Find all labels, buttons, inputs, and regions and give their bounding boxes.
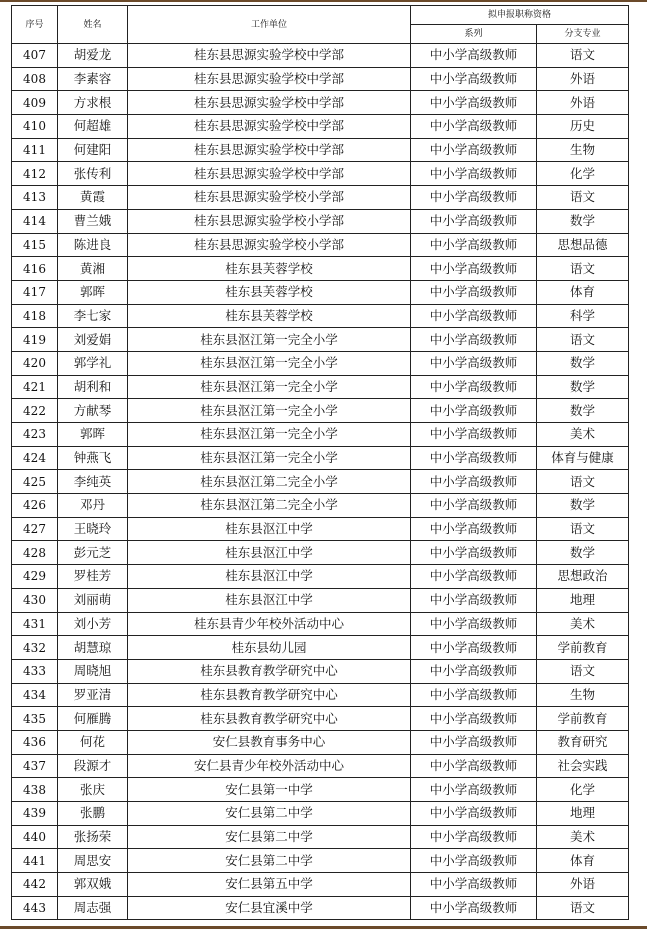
cell-seq: 408 [12,67,58,91]
cell-seq: 413 [12,186,58,210]
cell-series: 中小学高级教师 [411,351,537,375]
cell-specialty: 数学 [537,494,629,518]
cell-series: 中小学高级教师 [411,588,537,612]
cell-specialty: 语文 [537,257,629,281]
cell-name: 张庆 [58,778,128,802]
table-row [12,896,629,920]
cell-seq: 428 [12,541,58,565]
cell-specialty: 教育研究 [537,730,629,754]
cell-specialty: 学前教育 [537,636,629,660]
cell-series: 中小学高级教师 [411,825,537,849]
cell-specialty: 语文 [537,44,629,68]
cell-name: 何雁腾 [58,707,128,731]
cell-series: 中小学高级教师 [411,399,537,423]
cell-series: 中小学高级教师 [411,541,537,565]
cell-specialty: 科学 [537,304,629,328]
cell-series: 中小学高级教师 [411,849,537,873]
cell-unit: 桂东县沤江第二完全小学 [128,494,411,518]
cell-seq: 423 [12,423,58,447]
cell-unit: 桂东县芙蓉学校 [128,257,411,281]
cell-unit: 桂东县思源实验学校小学部 [128,233,411,257]
cell-specialty: 外语 [537,873,629,897]
table-row [12,138,629,162]
table-row [12,541,629,565]
cell-unit: 桂东县思源实验学校中学部 [128,91,411,115]
cell-series: 中小学高级教师 [411,91,537,115]
table-row [12,446,629,470]
table-row [12,707,629,731]
cell-unit: 桂东县沤江第二完全小学 [128,470,411,494]
cell-name: 李七家 [58,304,128,328]
cell-name: 李素容 [58,67,128,91]
cell-seq: 426 [12,494,58,518]
table-row [12,730,629,754]
cell-specialty: 外语 [537,67,629,91]
cell-name: 钟燕飞 [58,446,128,470]
cell-specialty: 数学 [537,351,629,375]
cell-unit: 桂东县思源实验学校中学部 [128,138,411,162]
cell-specialty: 体育与健康 [537,446,629,470]
table-row [12,67,629,91]
table-row [12,588,629,612]
table-row [12,375,629,399]
cell-series: 中小学高级教师 [411,802,537,826]
table-row [12,517,629,541]
cell-specialty: 语文 [537,470,629,494]
cell-specialty: 数学 [537,209,629,233]
cell-name: 胡利和 [58,375,128,399]
cell-seq: 412 [12,162,58,186]
cell-specialty: 语文 [537,517,629,541]
cell-name: 何建阳 [58,138,128,162]
cell-series: 中小学高级教师 [411,328,537,352]
cell-name: 李纯英 [58,470,128,494]
cell-seq: 429 [12,565,58,589]
cell-series: 中小学高级教师 [411,659,537,683]
cell-specialty: 数学 [537,375,629,399]
cell-unit: 桂东县思源实验学校中学部 [128,162,411,186]
cell-unit: 桂东县沤江第一完全小学 [128,423,411,447]
cell-specialty: 社会实践 [537,754,629,778]
table-row [12,304,629,328]
cell-name: 周晓旭 [58,659,128,683]
cell-specialty: 数学 [537,541,629,565]
cell-specialty: 历史 [537,115,629,139]
cell-name: 刘丽萌 [58,588,128,612]
table-row [12,257,629,281]
cell-seq: 430 [12,588,58,612]
header-qualification: 拟申报职称资格 [411,6,629,25]
cell-series: 中小学高级教师 [411,612,537,636]
cell-seq: 410 [12,115,58,139]
cell-name: 胡慧琼 [58,636,128,660]
cell-specialty: 生物 [537,683,629,707]
cell-unit: 桂东县思源实验学校中学部 [128,67,411,91]
cell-series: 中小学高级教师 [411,233,537,257]
cell-specialty: 数学 [537,399,629,423]
cell-unit: 桂东县幼儿园 [128,636,411,660]
cell-name: 何超雄 [58,115,128,139]
cell-specialty: 语文 [537,186,629,210]
table-row [12,280,629,304]
table-row [12,186,629,210]
cell-specialty: 学前教育 [537,707,629,731]
cell-unit: 桂东县教育教学研究中心 [128,659,411,683]
cell-seq: 419 [12,328,58,352]
cell-unit: 桂东县芙蓉学校 [128,280,411,304]
cell-name: 王晓玲 [58,517,128,541]
cell-series: 中小学高级教师 [411,683,537,707]
cell-series: 中小学高级教师 [411,896,537,920]
cell-unit: 桂东县沤江中学 [128,588,411,612]
cell-unit: 桂东县芙蓉学校 [128,304,411,328]
cell-specialty: 体育 [537,849,629,873]
cell-name: 黄湘 [58,257,128,281]
table-row [12,873,629,897]
cell-seq: 417 [12,280,58,304]
cell-unit: 安仁县第五中学 [128,873,411,897]
cell-name: 罗亚清 [58,683,128,707]
top-border [0,0,647,2]
cell-seq: 438 [12,778,58,802]
cell-unit: 桂东县思源实验学校小学部 [128,209,411,233]
cell-seq: 407 [12,44,58,68]
cell-specialty: 体育 [537,280,629,304]
cell-series: 中小学高级教师 [411,186,537,210]
cell-name: 方求根 [58,91,128,115]
cell-unit: 安仁县第二中学 [128,825,411,849]
cell-seq: 442 [12,873,58,897]
cell-specialty: 化学 [537,162,629,186]
cell-seq: 415 [12,233,58,257]
cell-seq: 436 [12,730,58,754]
table-row [12,612,629,636]
table-row [12,778,629,802]
cell-specialty: 地理 [537,588,629,612]
cell-name: 方献琴 [58,399,128,423]
cell-name: 胡爱龙 [58,44,128,68]
cell-seq: 427 [12,517,58,541]
table-row [12,825,629,849]
cell-name: 张传利 [58,162,128,186]
cell-series: 中小学高级教师 [411,730,537,754]
table-row [12,328,629,352]
cell-specialty: 语文 [537,328,629,352]
table-row [12,399,629,423]
header-row [12,6,629,25]
cell-seq: 414 [12,209,58,233]
cell-seq: 425 [12,470,58,494]
cell-series: 中小学高级教师 [411,44,537,68]
cell-unit: 桂东县沤江第一完全小学 [128,446,411,470]
cell-unit: 安仁县教育事务中心 [128,730,411,754]
cell-seq: 420 [12,351,58,375]
cell-series: 中小学高级教师 [411,280,537,304]
cell-series: 中小学高级教师 [411,304,537,328]
header-seq: 序号 [12,6,58,44]
cell-name: 邓丹 [58,494,128,518]
cell-unit: 桂东县沤江第一完全小学 [128,399,411,423]
cell-series: 中小学高级教师 [411,375,537,399]
table-row [12,91,629,115]
cell-series: 中小学高级教师 [411,707,537,731]
table-row [12,233,629,257]
cell-specialty: 美术 [537,612,629,636]
cell-specialty: 化学 [537,778,629,802]
cell-series: 中小学高级教师 [411,423,537,447]
cell-unit: 安仁县第一中学 [128,778,411,802]
table-row [12,494,629,518]
cell-seq: 437 [12,754,58,778]
cell-series: 中小学高级教师 [411,636,537,660]
cell-specialty: 美术 [537,423,629,447]
cell-name: 罗桂芳 [58,565,128,589]
table-row [12,351,629,375]
cell-unit: 桂东县思源实验学校中学部 [128,44,411,68]
cell-unit: 桂东县沤江中学 [128,517,411,541]
cell-name: 郭晖 [58,423,128,447]
cell-seq: 443 [12,896,58,920]
cell-series: 中小学高级教师 [411,470,537,494]
cell-series: 中小学高级教师 [411,754,537,778]
cell-series: 中小学高级教师 [411,873,537,897]
cell-specialty: 语文 [537,659,629,683]
cell-unit: 桂东县思源实验学校小学部 [128,186,411,210]
cell-series: 中小学高级教师 [411,138,537,162]
table-row [12,44,629,68]
cell-unit: 桂东县沤江第一完全小学 [128,351,411,375]
cell-series: 中小学高级教师 [411,67,537,91]
cell-unit: 桂东县教育教学研究中心 [128,707,411,731]
table-row [12,659,629,683]
cell-unit: 桂东县沤江第一完全小学 [128,375,411,399]
cell-seq: 439 [12,802,58,826]
cell-seq: 421 [12,375,58,399]
header-specialty: 分支专业 [537,25,629,44]
cell-name: 郭双娥 [58,873,128,897]
cell-name: 彭元芝 [58,541,128,565]
cell-series: 中小学高级教师 [411,565,537,589]
cell-series: 中小学高级教师 [411,517,537,541]
table-row [12,683,629,707]
cell-specialty: 思想政治 [537,565,629,589]
cell-unit: 桂东县沤江中学 [128,565,411,589]
cell-seq: 434 [12,683,58,707]
cell-seq: 422 [12,399,58,423]
cell-unit: 桂东县沤江第一完全小学 [128,328,411,352]
table-row [12,423,629,447]
cell-seq: 411 [12,138,58,162]
cell-seq: 409 [12,91,58,115]
header-name: 姓名 [58,6,128,44]
cell-name: 黄霞 [58,186,128,210]
cell-unit: 安仁县第二中学 [128,802,411,826]
cell-name: 张鹏 [58,802,128,826]
table-row [12,754,629,778]
cell-unit: 桂东县思源实验学校中学部 [128,115,411,139]
cell-specialty: 外语 [537,91,629,115]
table-row [12,636,629,660]
cell-name: 周志强 [58,896,128,920]
cell-unit: 安仁县青少年校外活动中心 [128,754,411,778]
cell-name: 张扬荣 [58,825,128,849]
table-row [12,470,629,494]
cell-unit: 安仁县第二中学 [128,849,411,873]
cell-series: 中小学高级教师 [411,115,537,139]
cell-seq: 416 [12,257,58,281]
table-row [12,209,629,233]
cell-name: 曹兰娥 [58,209,128,233]
table-row [12,115,629,139]
cell-specialty: 思想品德 [537,233,629,257]
cell-series: 中小学高级教师 [411,778,537,802]
cell-seq: 424 [12,446,58,470]
table-row [12,802,629,826]
table-row [12,849,629,873]
cell-name: 何花 [58,730,128,754]
cell-name: 陈进良 [58,233,128,257]
cell-name: 周思安 [58,849,128,873]
cell-unit: 桂东县教育教学研究中心 [128,683,411,707]
header-unit: 工作单位 [128,6,411,44]
header-series: 系列 [411,25,537,44]
applicant-table [11,5,629,920]
cell-series: 中小学高级教师 [411,209,537,233]
table-row [12,565,629,589]
cell-specialty: 美术 [537,825,629,849]
cell-series: 中小学高级教师 [411,162,537,186]
cell-specialty: 地理 [537,802,629,826]
cell-name: 刘小芳 [58,612,128,636]
table-body [12,44,629,920]
cell-specialty: 语文 [537,896,629,920]
cell-seq: 441 [12,849,58,873]
cell-seq: 432 [12,636,58,660]
cell-series: 中小学高级教师 [411,494,537,518]
cell-seq: 433 [12,659,58,683]
cell-seq: 418 [12,304,58,328]
cell-unit: 桂东县青少年校外活动中心 [128,612,411,636]
cell-name: 刘爱娟 [58,328,128,352]
cell-name: 段源才 [58,754,128,778]
cell-unit: 安仁县宜溪中学 [128,896,411,920]
cell-name: 郭学礼 [58,351,128,375]
cell-name: 郭晖 [58,280,128,304]
cell-seq: 431 [12,612,58,636]
cell-seq: 435 [12,707,58,731]
table-row [12,162,629,186]
cell-series: 中小学高级教师 [411,446,537,470]
cell-series: 中小学高级教师 [411,257,537,281]
cell-specialty: 生物 [537,138,629,162]
cell-unit: 桂东县沤江中学 [128,541,411,565]
cell-seq: 440 [12,825,58,849]
